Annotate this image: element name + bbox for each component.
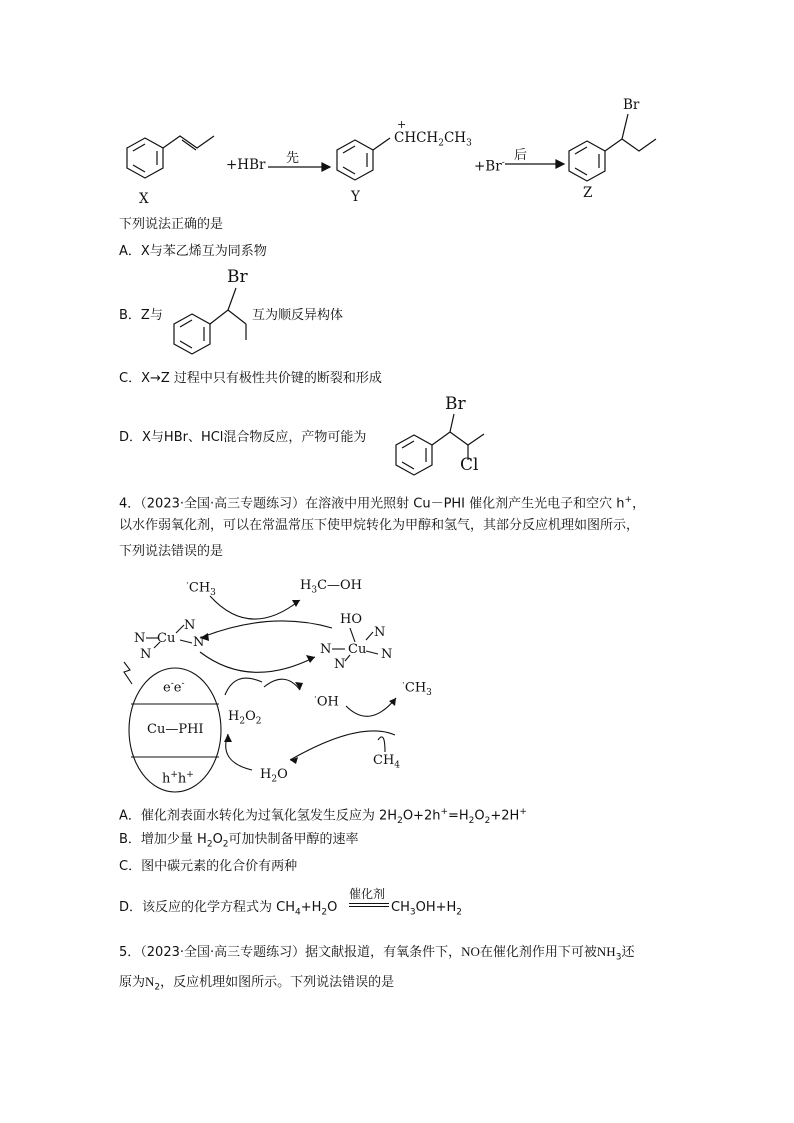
n-right-2: N	[334, 657, 346, 672]
label-x: X	[139, 191, 149, 207]
option-d-br: Br	[445, 394, 466, 414]
y-group: $CHCH_2CH_3$	[394, 130, 472, 149]
q4-option-d-product: $CH_3OH+H_2$	[391, 900, 463, 918]
option-d-cl: Cl	[460, 455, 479, 475]
n-left-1: N	[134, 631, 146, 646]
option-b-structure	[174, 288, 246, 354]
step2-label: 后	[514, 148, 528, 163]
q3-option-a: A．X与苯乙烯互为同系物	[119, 244, 267, 259]
equals-line-2	[349, 906, 389, 907]
n-left-4: N	[193, 635, 205, 650]
hh-label: h+h+	[162, 770, 194, 787]
q4-option-b: B．增加少量 $H_2O_2$可加快制备甲醇的速率	[119, 832, 359, 850]
catalyst-over-arrow: 催化剂	[349, 887, 386, 901]
h2o2-label: $H_2O_2$	[228, 709, 262, 727]
q4-option-c: C．图中碳元素的化合价有两种	[119, 859, 298, 874]
reagent-hbr: +HBr	[226, 157, 266, 173]
cu-right: Cu	[348, 642, 367, 657]
y-charge: +	[397, 118, 407, 131]
n-left-2: N	[140, 647, 152, 662]
ee-label: e-e-	[163, 679, 185, 696]
option-b-br: Br	[227, 267, 248, 287]
n-right-1: N	[320, 642, 332, 657]
equals-line-1	[349, 903, 389, 904]
h3c-oh: $H_3C—OH$	[300, 578, 363, 596]
step1-label: 先	[286, 151, 300, 166]
cu-phi-label: Cu—PHI	[147, 722, 204, 737]
n-right-3: N	[374, 625, 386, 640]
reagent-br: +Br-	[474, 158, 505, 175]
q3-option-d-pre: D．X与HBr、HCl混合物反应，产物可能为	[119, 430, 367, 445]
q3-option-b-pre: B．Z与	[119, 308, 163, 323]
q3-stem: 下列说法正确的是	[119, 217, 224, 232]
q4-option-d: D．该反应的化学方程式为 $CH_4+H_2O$	[119, 900, 338, 918]
mechanism-arrowheads	[200, 600, 396, 764]
q3-option-b-post: 互为顺反异构体	[252, 308, 344, 323]
ch4-label: $CH_4$	[373, 753, 401, 771]
q4-line3: 下列说法错误的是	[119, 544, 224, 559]
q3-option-c: C．X→Z 过程中只有极性共价键的断裂和形成	[119, 371, 382, 386]
oh-label: ·OH	[314, 693, 339, 710]
n-right-4: N	[381, 647, 393, 662]
h2o-label: $H_2O$	[260, 767, 288, 785]
q4-line2: 以水作弱氧化剂，可以在常温常压下使甲烷转化为甲醇和氢气，其部分反应机理如图所示，	[119, 518, 640, 533]
arrow-ch3-to-methanol	[210, 596, 300, 619]
ho-label: HO	[340, 612, 362, 627]
n-left-3: N	[184, 618, 196, 633]
label-y: Y	[351, 189, 360, 205]
light-bolt-icon	[124, 662, 132, 684]
label-z: Z	[583, 185, 593, 201]
q4-line1: 4．（2023·全国·高三专题练习）在溶液中用光照射 Cu－PHI 催化剂产生光电子和空穴 h+，	[119, 495, 646, 512]
ch3-right: $^\cdot CH_3$	[402, 679, 432, 698]
q5-line1: 5．（2023·全国·高三专题练习）据文献报道，有氧条件下，NO在催化剂作用下可被$NH_3$还	[119, 944, 635, 963]
ch3-top: $^\cdot CH_3$	[186, 579, 216, 598]
q5-line2: 原为$N_2$，反应机理如图所示。下列说法错误的是	[119, 974, 395, 993]
q4-option-a: A．催化剂表面水转化为过氧化氢发生反应为 $2H_2O+2h^+=H_2O_2+2H^+$	[119, 807, 527, 826]
arrow-cu-forward	[200, 652, 315, 672]
arrow-cu-back	[200, 621, 332, 638]
z-br: Br	[623, 97, 640, 113]
cu-left: Cu	[157, 631, 176, 646]
